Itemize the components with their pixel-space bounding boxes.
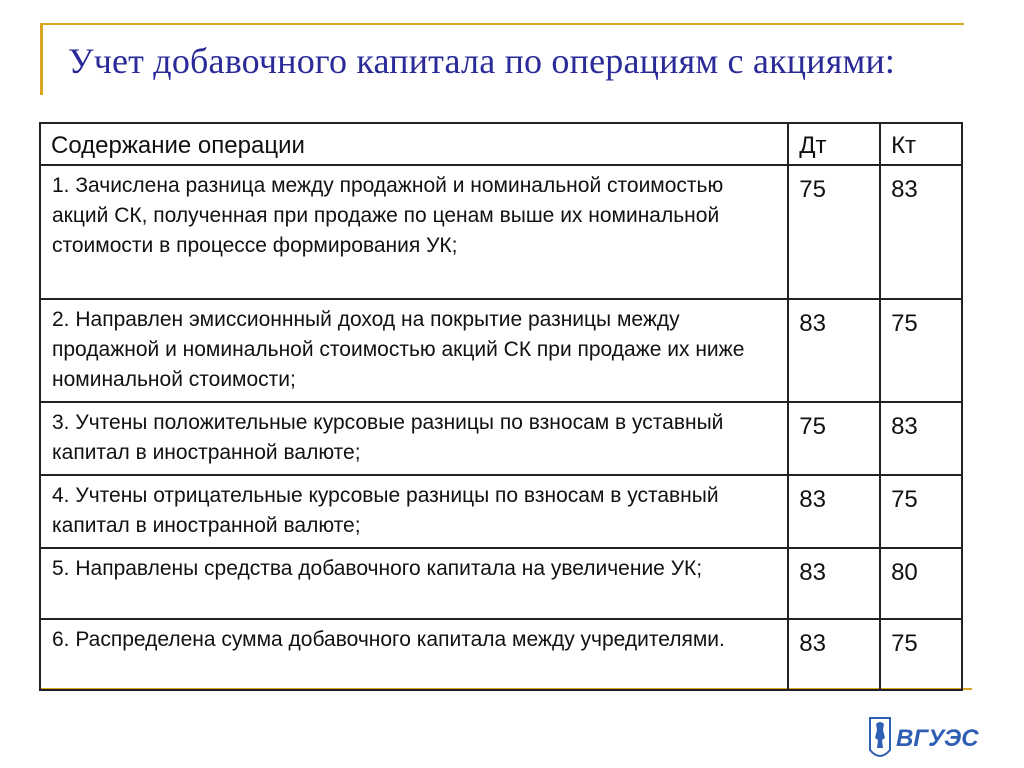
row-description: 3. Учтены положительные курсовые разницы по взносам в уставный капитал в иностранной валюте; [40,402,788,475]
table-header-row [40,123,962,165]
table-row [40,165,962,299]
top-accent-line [40,23,964,25]
row-description: 6. Распределена сумма добавочного капитала между учредителями. [40,619,788,690]
row-credit: 83 [880,402,962,475]
row-debit: 83 [788,299,880,402]
table-row [40,548,962,619]
row-debit: 75 [788,402,880,475]
logo-text: ВГУЭС [896,725,979,752]
table-row [40,475,962,548]
row-credit: 75 [880,619,962,690]
row-description: 2. Направлен эмиссионнный доход на покрытие разницы между продажной и номинальной стоимостью акций СК при продаже их ниже номинальной стоимости; [40,299,788,402]
table-row [40,299,962,402]
university-logo [866,716,986,762]
header-description: Содержание операции [40,123,788,165]
row-credit: 80 [880,548,962,619]
table-row [40,402,962,475]
row-description: 4. Учтены отрицательные курсовые разницы по взносам в уставный капитал в иностранной валюте; [40,475,788,548]
row-description: 1. Зачислена разница между продажной и номинальной стоимостью акций СК, полученная при продаже по ценам выше их номинальной стоимости в процессе формирования УК; [40,165,788,299]
row-credit: 75 [880,299,962,402]
header-credit: Кт [880,123,962,165]
row-description: 5. Направлены средства добавочного капитала на увеличение УК; [40,548,788,619]
left-accent-line [40,23,43,95]
slide-title: Учет добавочного капитала по операциям с акциями: [68,41,896,81]
table-row [40,619,962,690]
row-debit: 75 [788,165,880,299]
operations-table [39,122,963,691]
header-debit: Дт [788,123,880,165]
university-emblem-icon [866,716,986,762]
row-credit: 83 [880,165,962,299]
row-debit: 83 [788,619,880,690]
row-debit: 83 [788,475,880,548]
row-debit: 83 [788,548,880,619]
row-credit: 75 [880,475,962,548]
